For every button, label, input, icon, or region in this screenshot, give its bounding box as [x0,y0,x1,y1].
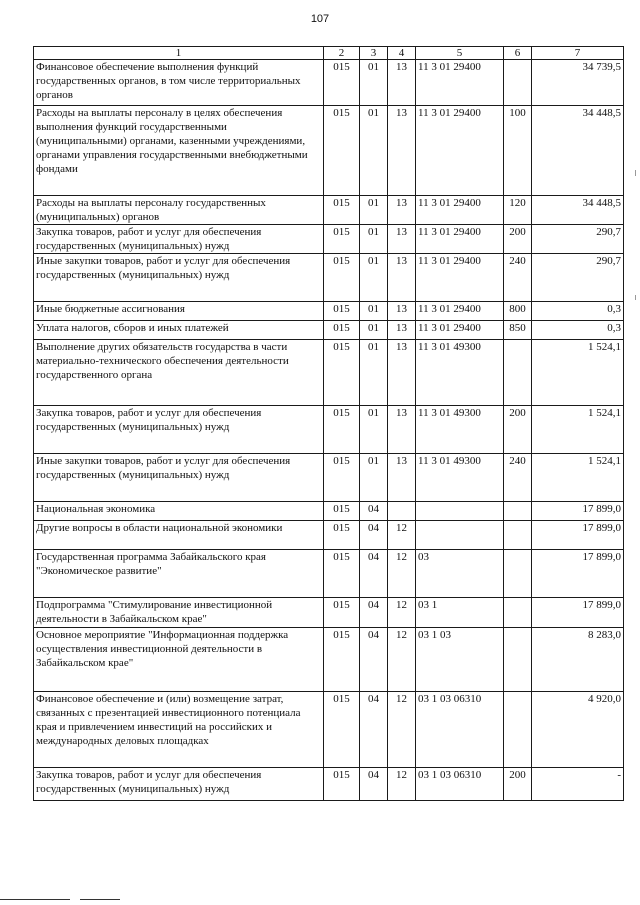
table-row [34,106,624,196]
column-header: 6 [504,47,532,60]
amount-cell: - [532,768,624,801]
table-row [34,454,624,502]
csr-cell: 03 [416,550,504,598]
amount-cell: 290,7 [532,225,624,254]
ved-cell: 015 [324,406,360,454]
vr-cell: 100 [504,106,532,196]
rz-cell: 01 [360,60,388,106]
rz-cell: 01 [360,321,388,340]
column-header: 1 [34,47,324,60]
rz-cell: 01 [360,196,388,225]
rz-cell: 04 [360,768,388,801]
vr-cell [504,550,532,598]
vr-cell [504,340,532,406]
pr-cell: 13 [388,406,416,454]
csr-cell [416,521,504,550]
column-header: 2 [324,47,360,60]
amount-cell: 1 524,1 [532,454,624,502]
table-row [34,598,624,628]
csr-cell: 03 1 03 06310 [416,768,504,801]
table-row [34,321,624,340]
rz-cell: 04 [360,521,388,550]
csr-cell: 11 3 01 49300 [416,340,504,406]
rz-cell: 04 [360,598,388,628]
table-row [34,550,624,598]
row-name-cell: Государственная программа Забайкальского края "Экономическое развитие" [34,550,324,598]
vr-cell: 200 [504,768,532,801]
csr-cell: 11 3 01 29400 [416,196,504,225]
page-number: 107 [310,13,330,25]
pr-cell: 12 [388,598,416,628]
rz-cell: 04 [360,502,388,521]
rz-cell: 01 [360,340,388,406]
vr-cell: 850 [504,321,532,340]
csr-cell: 11 3 01 49300 [416,454,504,502]
table-row [34,768,624,801]
column-header: 4 [388,47,416,60]
vr-cell: 800 [504,302,532,321]
table-row [34,628,624,692]
vr-cell [504,521,532,550]
ved-cell: 015 [324,106,360,196]
pr-cell [388,502,416,521]
rz-cell: 04 [360,628,388,692]
row-name-cell: Закупка товаров, работ и услуг для обеспечения государственных (муниципальных) нужд [34,225,324,254]
amount-cell: 34 739,5 [532,60,624,106]
amount-cell: 0,3 [532,302,624,321]
table-row [34,196,624,225]
pr-cell: 12 [388,550,416,598]
pr-cell: 12 [388,521,416,550]
pr-cell: 12 [388,768,416,801]
vr-cell: 200 [504,406,532,454]
vr-cell [504,628,532,692]
ved-cell: 015 [324,550,360,598]
amount-cell: 1 524,1 [532,340,624,406]
pr-cell: 13 [388,321,416,340]
rz-cell: 04 [360,692,388,768]
ved-cell: 015 [324,692,360,768]
vr-cell: 200 [504,225,532,254]
table-row [34,406,624,454]
table-row [34,340,624,406]
vr-cell: 240 [504,254,532,302]
csr-cell [416,502,504,521]
scan-margin-mark [635,295,636,300]
table-row [34,692,624,768]
amount-cell: 34 448,5 [532,106,624,196]
table-row [34,521,624,550]
ved-cell: 015 [324,321,360,340]
pr-cell: 13 [388,254,416,302]
footer-line [80,899,120,900]
pr-cell: 13 [388,454,416,502]
rz-cell: 01 [360,454,388,502]
row-name-cell: Другие вопросы в области национальной экономики [34,521,324,550]
row-name-cell: Закупка товаров, работ и услуг для обеспечения государственных (муниципальных) нужд [34,406,324,454]
amount-cell: 1 524,1 [532,406,624,454]
ved-cell: 015 [324,598,360,628]
row-name-cell: Финансовое обеспечение и (или) возмещение затрат, связанных с презентацией инвестиционного потенциала края и привлечением инвестиций на российских и международных деловых площадках [34,692,324,768]
ved-cell: 015 [324,768,360,801]
rz-cell: 01 [360,106,388,196]
scan-margin-mark [635,170,636,176]
rz-cell: 04 [360,550,388,598]
csr-cell: 11 3 01 49300 [416,406,504,454]
row-name-cell: Иные закупки товаров, работ и услуг для обеспечения государственных (муниципальных) нужд [34,454,324,502]
row-name-cell: Национальная экономика [34,502,324,521]
pr-cell: 13 [388,225,416,254]
amount-cell: 17 899,0 [532,598,624,628]
csr-cell: 03 1 [416,598,504,628]
amount-cell: 0,3 [532,321,624,340]
pr-cell: 13 [388,106,416,196]
vr-cell: 240 [504,454,532,502]
pr-cell: 13 [388,302,416,321]
row-name-cell: Иные закупки товаров, работ и услуг для обеспечения государственных (муниципальных) нужд [34,254,324,302]
row-name-cell: Иные бюджетные ассигнования [34,302,324,321]
vr-cell [504,598,532,628]
vr-cell [504,502,532,521]
ved-cell: 015 [324,340,360,406]
ved-cell: 015 [324,225,360,254]
csr-cell: 03 1 03 [416,628,504,692]
csr-cell: 11 3 01 29400 [416,254,504,302]
amount-cell: 17 899,0 [532,521,624,550]
footer-line [0,899,70,900]
ved-cell: 015 [324,60,360,106]
column-header: 3 [360,47,388,60]
csr-cell: 11 3 01 29400 [416,60,504,106]
ved-cell: 015 [324,628,360,692]
pr-cell: 13 [388,60,416,106]
amount-cell: 4 920,0 [532,692,624,768]
row-name-cell: Основное мероприятие "Информационная поддержка осуществления инвестиционной деятельности в Забайкальском крае" [34,628,324,692]
amount-cell: 8 283,0 [532,628,624,692]
rz-cell: 01 [360,302,388,321]
ved-cell: 015 [324,502,360,521]
ved-cell: 015 [324,196,360,225]
table-row [34,302,624,321]
column-header: 5 [416,47,504,60]
csr-cell: 11 3 01 29400 [416,321,504,340]
rz-cell: 01 [360,254,388,302]
rz-cell: 01 [360,225,388,254]
csr-cell: 11 3 01 29400 [416,106,504,196]
amount-cell: 17 899,0 [532,502,624,521]
ved-cell: 015 [324,454,360,502]
csr-cell: 11 3 01 29400 [416,225,504,254]
row-name-cell: Закупка товаров, работ и услуг для обеспечения государственных (муниципальных) нужд [34,768,324,801]
amount-cell: 17 899,0 [532,550,624,598]
amount-cell: 34 448,5 [532,196,624,225]
pr-cell: 13 [388,196,416,225]
pr-cell: 13 [388,340,416,406]
rz-cell: 01 [360,406,388,454]
row-name-cell: Выполнение других обязательств государства в части материально-технического обеспечения деятельности государственного органа [34,340,324,406]
row-name-cell: Финансовое обеспечение выполнения функций государственных органов, в том числе территориальных органов [34,60,324,106]
table-row [34,60,624,106]
row-name-cell: Уплата налогов, сборов и иных платежей [34,321,324,340]
row-name-cell: Расходы на выплаты персоналу в целях обеспечения выполнения функций государственными (муниципальными) органами, казенными учреждениями, органами управления государственными внебюджетными фондами [34,106,324,196]
ved-cell: 015 [324,254,360,302]
budget-table [33,46,624,801]
header-row [34,47,624,60]
vr-cell [504,692,532,768]
ved-cell: 015 [324,521,360,550]
amount-cell: 290,7 [532,254,624,302]
row-name-cell: Расходы на выплаты персоналу государственных (муниципальных) органов [34,196,324,225]
table-row [34,254,624,302]
column-header: 7 [532,47,624,60]
table-row [34,225,624,254]
table-row [34,502,624,521]
ved-cell: 015 [324,302,360,321]
pr-cell: 12 [388,692,416,768]
vr-cell: 120 [504,196,532,225]
pr-cell: 12 [388,628,416,692]
csr-cell: 11 3 01 29400 [416,302,504,321]
row-name-cell: Подпрограмма "Стимулирование инвестиционной деятельности в Забайкальском крае" [34,598,324,628]
csr-cell: 03 1 03 06310 [416,692,504,768]
vr-cell [504,60,532,106]
